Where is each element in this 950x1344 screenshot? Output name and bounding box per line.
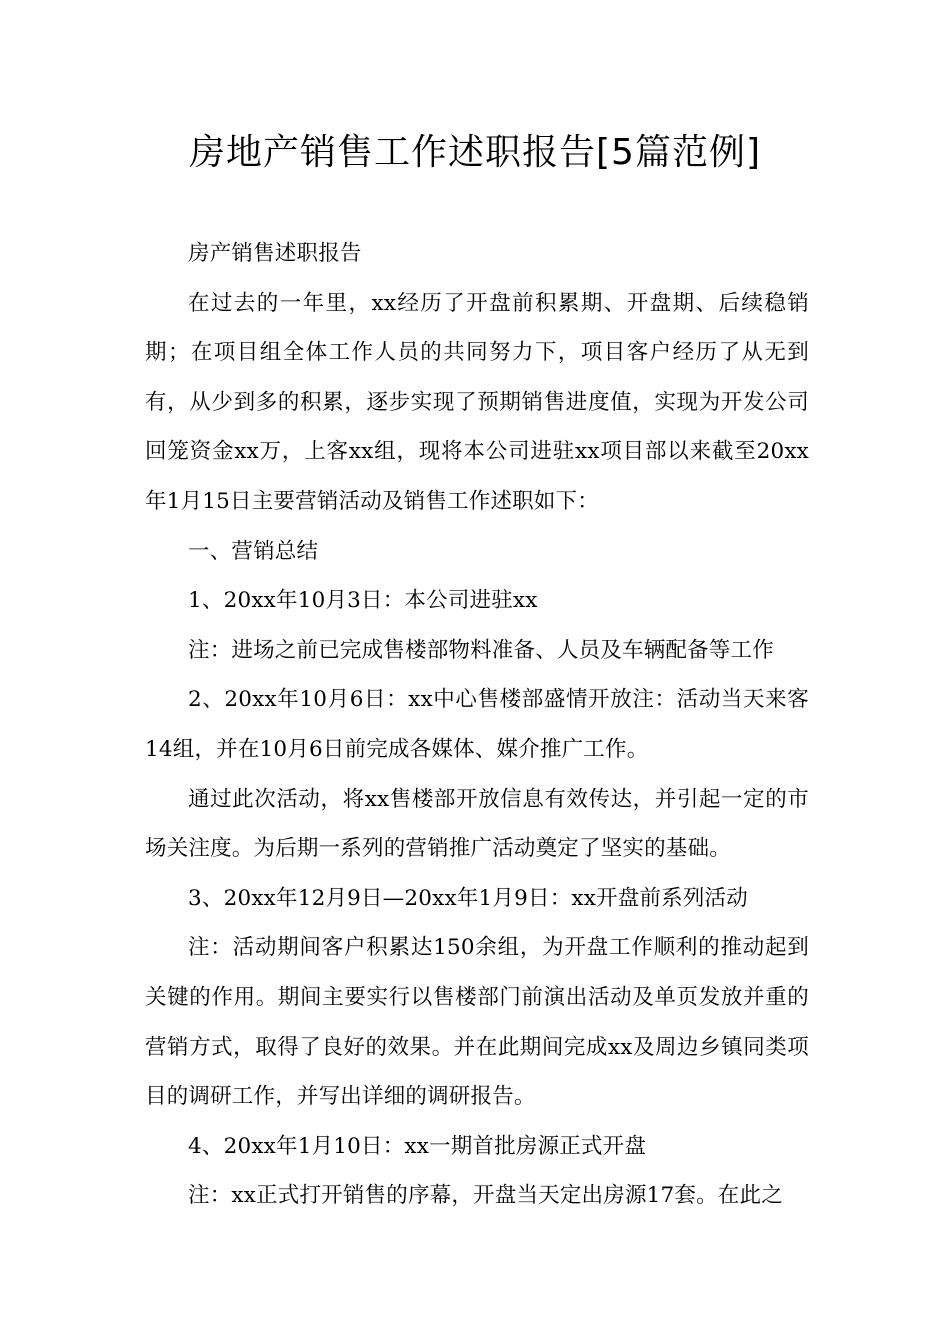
paragraph-intro: 在过去的一年里，xx经历了开盘前积累期、开盘期、后续稳销期；在项目组全体工作人员的共同努力下，项目客户经历了从无到有，从少到多的积累，逐步实现了预期销售进度值，实现为开发公司回笼资金xx万，上客xx组，现将本公司进驻xx项目部以来截至20xx年1月15日主要营销活动及销售工作述职如下： xyxy=(145,290,809,514)
section-heading-marketing-summary: 一、营销总结 xyxy=(188,538,319,564)
paragraph-item-4-note: 注：xx正式打开销售的序幕，开盘当天定出房源17套。在此之 xyxy=(188,1183,783,1209)
document-body xyxy=(145,229,809,1221)
paragraph-item-1-note: 注：进场之前已完成售楼部物料准备、人员及车辆配备等工作 xyxy=(188,637,774,663)
paragraph-item-1: 1、20xx年10月3日：本公司进驻xx xyxy=(188,588,538,614)
paragraph-item-4: 4、20xx年1月10日：xx一期首批房源正式开盘 xyxy=(188,1133,647,1159)
paragraph-item-3-note: 注：活动期间客户积累达150余组，为开盘工作顺利的推动起到关键的作用。期间主要实行以售楼部门前演出活动及单页发放并重的营销方式，取得了良好的效果。并在此期间完成xx及周边乡镇同类项目的调研工作，并写出详细的调研报告。 xyxy=(145,935,809,1110)
paragraph-item-2: 2、20xx年10月6日：xx中心售楼部盛情开放注：活动当天来客14组，并在10月6日前完成各媒体、媒介推广工作。 xyxy=(145,687,809,762)
paragraph-subtitle: 房产销售述职报告 xyxy=(188,241,362,266)
paragraph-item-2-result: 通过此次活动，将xx售楼部开放信息有效传达，并引起一定的市场关注度。为后期一系列的营销推广活动奠定了坚实的基础。 xyxy=(145,786,809,862)
paragraph-item-3: 3、20xx年12月9日—20xx年1月9日：xx开盘前系列活动 xyxy=(188,885,748,911)
document-title: 房地产销售工作述职报告[5篇范例] xyxy=(189,132,761,173)
